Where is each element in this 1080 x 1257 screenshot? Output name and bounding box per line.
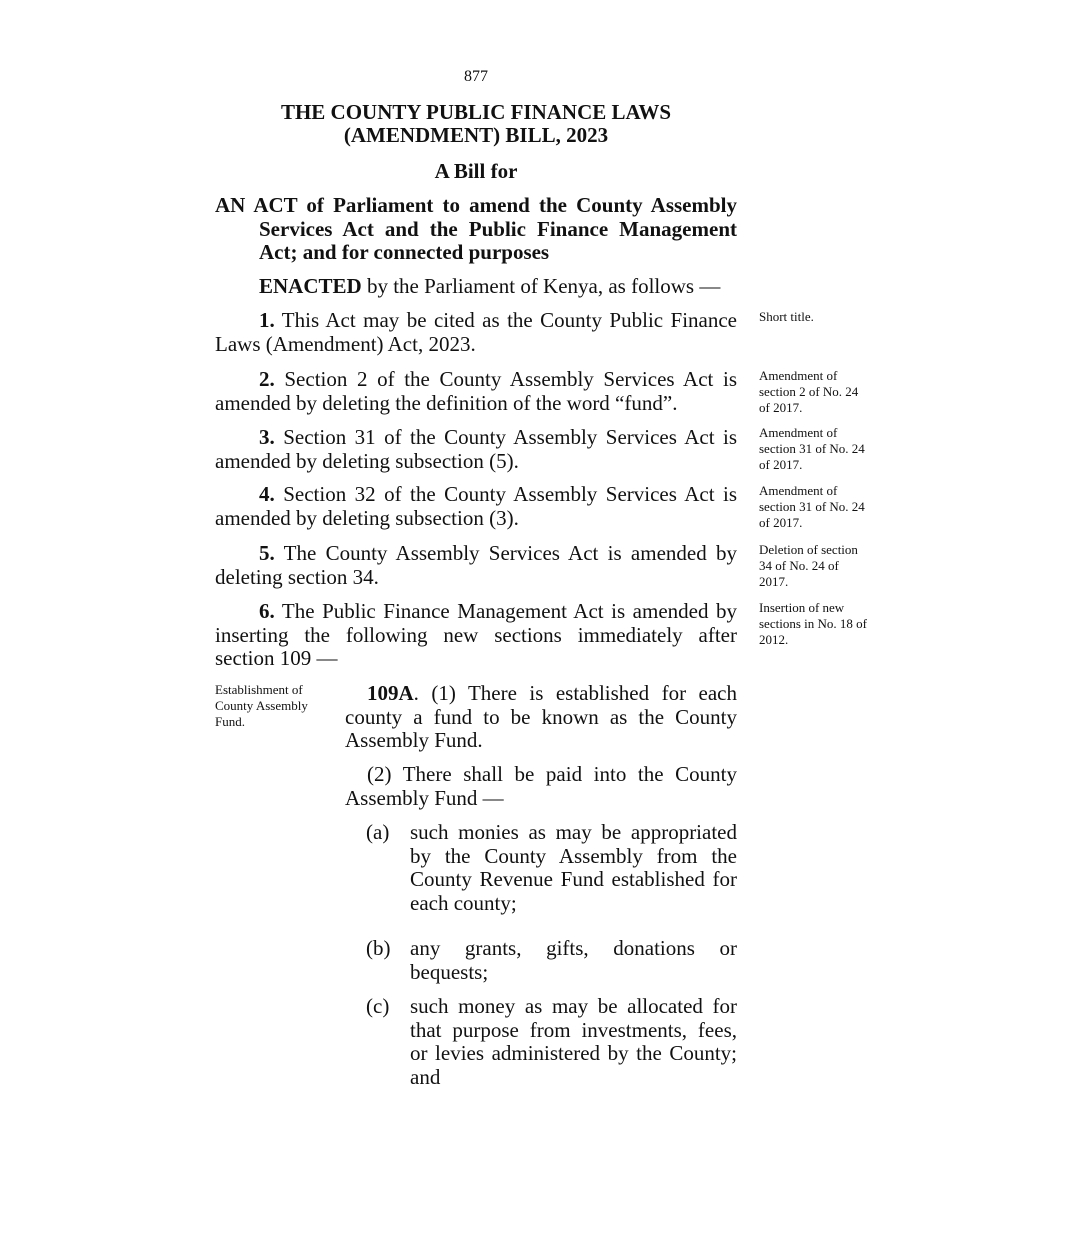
clause-4 — [215, 483, 737, 530]
clause-number: 6. — [259, 599, 275, 623]
clause-6 — [215, 600, 737, 671]
paragraph-text: such monies as may be appropriated by the County Assembly from the County Revenue Fund established for each county; — [410, 820, 737, 915]
long-title: AN ACT of Parliament to amend the County Assembly Services Act and the Public Finance Management Act; and for connected purposes — [215, 193, 737, 264]
clause-text: Section 31 of the County Assembly Services Act is amended by deleting subsection (5). — [215, 425, 737, 473]
clause-5 — [215, 542, 737, 589]
paragraph-label: (b) — [366, 936, 391, 960]
clause-number: 3. — [259, 425, 275, 449]
paragraph-text: such money as may be allocated for that purpose from investments, fees, or levies administered by the County; and — [410, 994, 737, 1089]
clause-text: The County Assembly Services Act is amended by deleting section 34. — [215, 541, 737, 589]
paragraph-text: any grants, gifts, donations or bequests; — [410, 936, 737, 984]
margin-note-clause-6: Insertion of new sections in No. 18 of 2012. — [759, 600, 867, 647]
section-109a-subsection-1 — [345, 682, 737, 753]
section-number: 109A — [367, 681, 414, 705]
paragraph-label: (a) — [366, 820, 390, 844]
clause-1 — [215, 309, 737, 356]
page-number: 877 — [464, 68, 488, 85]
clause-number: 1. — [259, 308, 275, 332]
enacting-clause — [215, 275, 737, 299]
margin-note-clause-1: Short title. — [759, 309, 814, 324]
subsection-text: . (1) There is established for each county a fund to be known as the County Assembly Fund. — [345, 681, 737, 752]
enacting-bold: ENACTED — [259, 274, 362, 298]
clause-2 — [215, 368, 737, 415]
section-109a-subsection-2: (2) There shall be paid into the County Assembly Fund — — [345, 762, 737, 810]
paragraph-a — [366, 821, 737, 915]
clause-number: 5. — [259, 541, 275, 565]
bill-title-line1: THE COUNTY PUBLIC FINANCE LAWS — [280, 100, 672, 124]
margin-note-clause-2: Amendment of section 2 of No. 24 of 2017. — [759, 368, 859, 415]
clause-text: Section 2 of the County Assembly Services Act is amended by deleting the definition of the word “fund”. — [215, 367, 737, 415]
clause-number: 2. — [259, 367, 275, 391]
clause-3 — [215, 426, 737, 473]
paragraph-label: (c) — [366, 994, 390, 1018]
clause-number: 4. — [259, 482, 275, 506]
margin-note-clause-3: Amendment of section 31 of No. 24 of 2017. — [759, 425, 865, 472]
paragraph-c — [366, 995, 737, 1089]
clause-text: This Act may be cited as the County Public Finance Laws (Amendment) Act, 2023. — [215, 308, 737, 356]
clause-text: The Public Finance Management Act is amended by inserting the following new sections immediately after section 109 — — [215, 599, 737, 670]
paragraph-b — [366, 937, 737, 984]
bill-for-heading: A Bill for — [434, 159, 518, 183]
clause-text: Section 32 of the County Assembly Services Act is amended by deleting subsection (3). — [215, 482, 737, 530]
margin-note-section-109a: Establishment of County Assembly Fund. — [215, 682, 308, 729]
enacting-rest: by the Parliament of Kenya, as follows — — [361, 274, 721, 298]
margin-note-clause-5: Deletion of section 34 of No. 24 of 2017. — [759, 542, 858, 589]
bill-title-line2: (AMENDMENT) BILL, 2023 — [343, 123, 609, 147]
margin-note-clause-4: Amendment of section 31 of No. 24 of 2017. — [759, 483, 865, 530]
